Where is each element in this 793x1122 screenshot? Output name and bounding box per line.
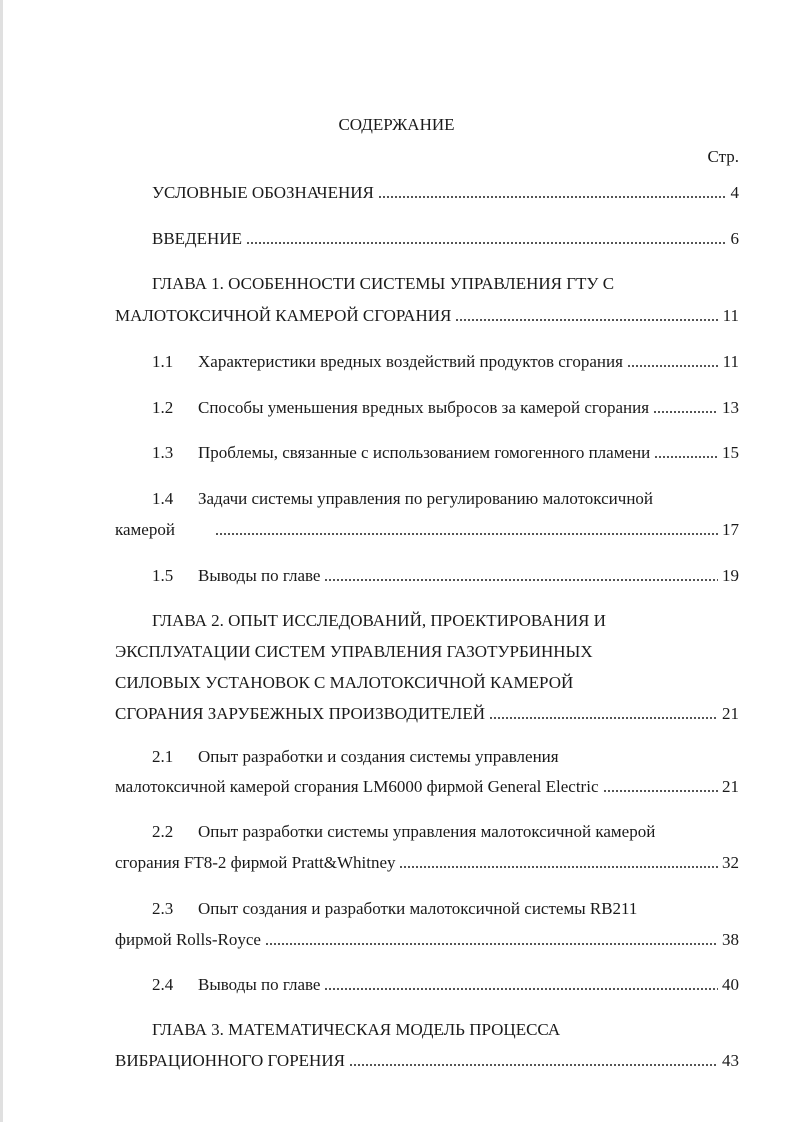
toc-chapter-2-line-1[interactable]: ГЛАВА 2. ОПЫТ ИССЛЕДОВАНИЙ, ПРОЕКТИРОВАНИЯ И — [152, 611, 606, 630]
section-number: 2.2 — [152, 822, 174, 841]
toc-chapter-2-line-3[interactable]: СИЛОВЫХ УСТАНОВОК С МАЛОТОКСИЧНОЙ КАМЕРОЙ — [115, 673, 574, 692]
leader-dots — [627, 364, 719, 368]
toc-chapter-2-line-2[interactable]: ЭКСПЛУАТАЦИИ СИСТЕМ УПРАВЛЕНИЯ ГАЗОТУРБИННЫХ — [115, 642, 593, 661]
section-number: 2.3 — [152, 899, 174, 918]
toc-entry-title: МАЛОТОКСИЧНОЙ КАМЕРОЙ СГОРАНИЯ — [115, 306, 452, 325]
leader-dots — [653, 410, 718, 414]
leader-dots — [349, 1063, 718, 1067]
toc-heading: СОДЕРЖАНИЕ — [338, 115, 455, 134]
toc-entry-title: Выводы по главе — [198, 975, 321, 994]
toc-entry-2-3[interactable] — [115, 928, 739, 952]
toc-page-number: 38 — [722, 930, 739, 949]
section-number: 2.1 — [152, 747, 174, 766]
toc-entry-title: Опыт разработки и создания системы управления — [198, 747, 559, 766]
leader-dots — [324, 987, 718, 991]
toc-entry-2-3-line-1[interactable] — [152, 897, 752, 921]
toc-entry-title: Способы уменьшения вредных выбросов за камерой сгорания — [198, 398, 650, 417]
toc-entry-1-4-line-1[interactable] — [152, 487, 752, 511]
toc-entry-1-1[interactable] — [152, 350, 739, 374]
section-number: 1.5 — [152, 566, 174, 585]
toc-entry-2-2[interactable] — [115, 851, 739, 875]
toc-page-number: 4 — [730, 183, 739, 202]
toc-entry-title: Выводы по главе — [198, 566, 321, 585]
page-column-label: Стр. — [707, 147, 739, 166]
section-number: 1.2 — [152, 398, 174, 417]
toc-entry-2-1[interactable] — [115, 775, 739, 799]
leader-dots — [265, 942, 718, 946]
toc-entry-2-4[interactable] — [152, 973, 739, 997]
toc-entry-title: ВВЕДЕНИЕ — [152, 229, 242, 248]
leader-dots — [399, 865, 718, 869]
toc-page-number: 11 — [722, 306, 739, 325]
toc-entry-chapter-3[interactable] — [115, 1049, 739, 1073]
toc-entry-title: малотоксичной камерой сгорания LM6000 фирмой General Electric — [115, 777, 599, 796]
leader-dots — [246, 241, 727, 245]
leader-dots — [378, 195, 727, 199]
toc-chapter-1-line-1[interactable]: ГЛАВА 1. ОСОБЕННОСТИ СИСТЕМЫ УПРАВЛЕНИЯ ГТУ С — [152, 274, 615, 293]
toc-entry-title: ВИБРАЦИОННОГО ГОРЕНИЯ — [115, 1051, 345, 1070]
toc-page-number: 6 — [730, 229, 739, 248]
toc-entry-title: сгорания FT8-2 фирмой Pratt&Whitney — [115, 853, 396, 872]
toc-entry-2-2-line-1[interactable] — [152, 820, 752, 844]
leader-dots — [489, 716, 718, 720]
leader-dots — [654, 455, 718, 459]
toc-entry-symbols[interactable] — [152, 181, 739, 205]
leader-dots — [324, 578, 718, 582]
section-number: 1.3 — [152, 443, 174, 462]
toc-entry-title: Характеристики вредных воздействий продуктов сгорания — [198, 352, 623, 371]
toc-page-number: 40 — [722, 975, 739, 994]
toc-page-number: 17 — [722, 520, 739, 539]
section-number: 1.4 — [152, 489, 174, 508]
toc-entry-chapter-1[interactable] — [115, 304, 739, 328]
section-number: 2.4 — [152, 975, 174, 994]
toc-entry-1-3[interactable] — [152, 441, 739, 465]
toc-page-number: 11 — [722, 352, 739, 371]
leader-dots — [215, 532, 718, 536]
toc-page-number: 13 — [722, 398, 739, 417]
toc-entry-title: камерой — [115, 520, 175, 539]
leader-dots — [603, 789, 719, 793]
toc-page-number: 21 — [722, 777, 739, 796]
toc-page-number: 43 — [722, 1051, 739, 1070]
toc-entry-1-5[interactable] — [152, 564, 739, 588]
toc-entry-1-2[interactable] — [152, 396, 739, 420]
toc-entry-title: Задачи системы управления по регулированию малотоксичной — [198, 489, 654, 508]
toc-entry-2-1-line-1[interactable] — [152, 745, 752, 769]
toc-chapter-3-line-1[interactable]: ГЛАВА 3. МАТЕМАТИЧЕСКАЯ МОДЕЛЬ ПРОЦЕССА — [152, 1020, 561, 1039]
section-number: 1.1 — [152, 352, 174, 371]
toc-entry-chapter-2[interactable] — [115, 702, 739, 726]
toc-page-number: 21 — [722, 704, 739, 723]
toc-entry-1-4[interactable] — [115, 518, 739, 542]
toc-page-number: 19 — [722, 566, 739, 585]
toc-page-number: 15 — [722, 443, 739, 462]
toc-entry-title: Проблемы, связанные с использованием гомогенного пламени — [198, 443, 651, 462]
toc-entry-title: УСЛОВНЫЕ ОБОЗНАЧЕНИЯ — [152, 183, 374, 202]
toc-entry-title: Опыт разработки системы управления малотоксичной камерой — [198, 822, 656, 841]
toc-entry-introduction[interactable] — [152, 227, 739, 251]
toc-entry-title: СГОРАНИЯ ЗАРУБЕЖНЫХ ПРОИЗВОДИТЕЛЕЙ — [115, 704, 485, 723]
toc-entry-title: Опыт создания и разработки малотоксичной системы RB211 — [198, 899, 638, 918]
toc-entry-title: фирмой Rolls-Royce — [115, 930, 261, 949]
leader-dots — [455, 318, 718, 322]
toc-page-number: 32 — [722, 853, 739, 872]
